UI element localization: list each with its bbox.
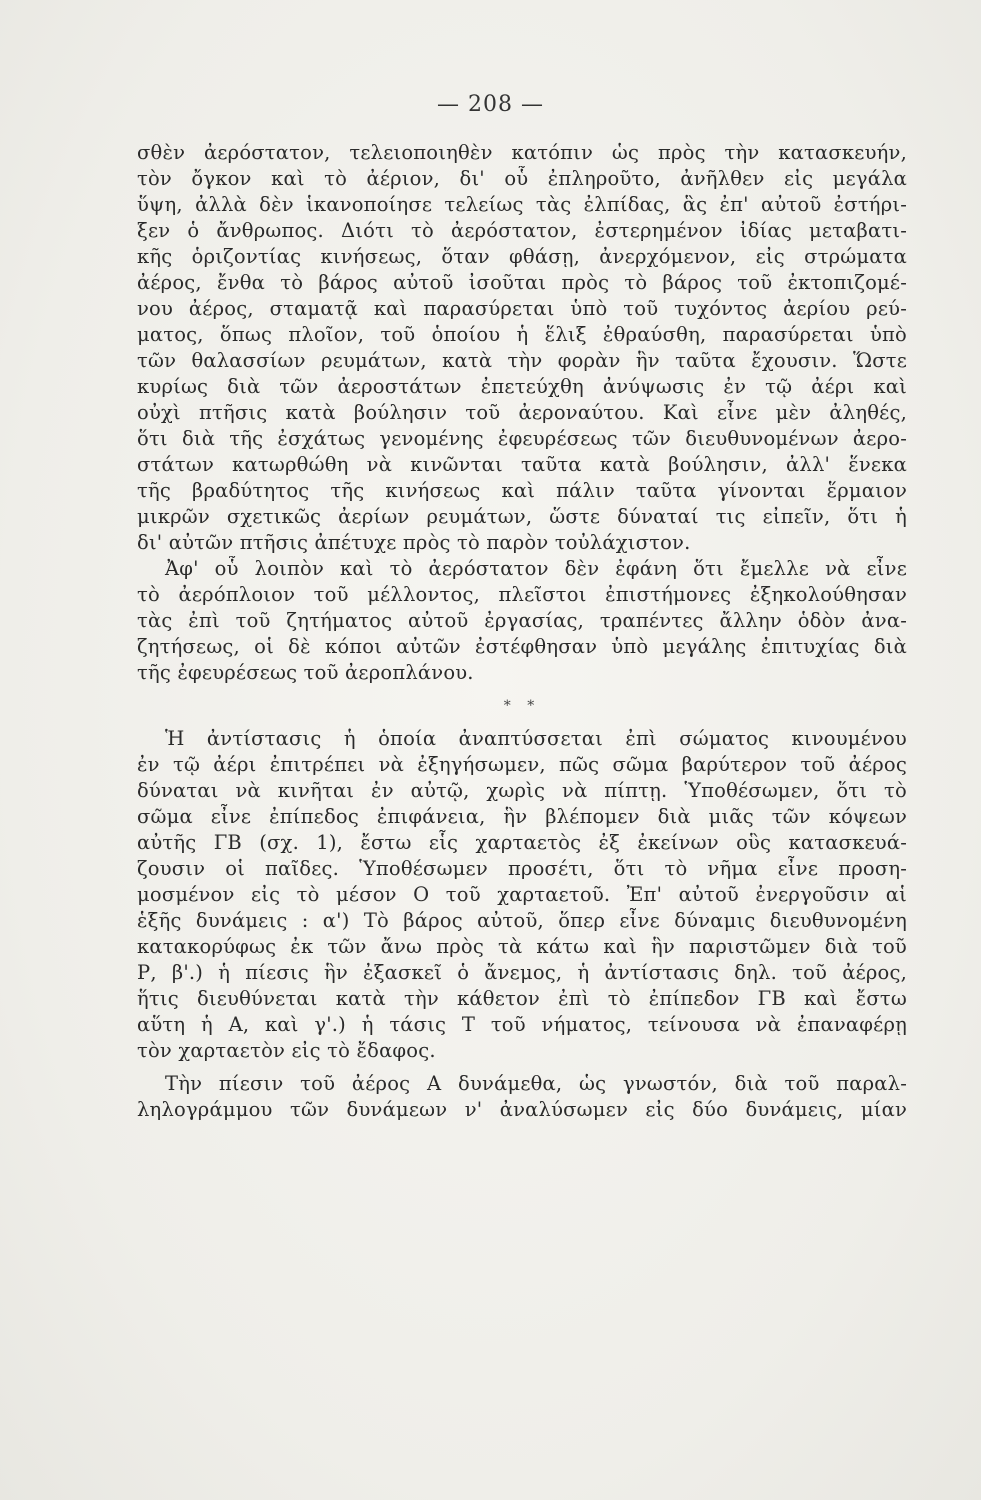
text-line: ζουσιν οἱ παῖδες. Ὑποθέσωμεν προσέτι, ὅτι τὸ νῆμα εἶνε προση-	[137, 857, 907, 880]
text-line: αὕτη ἡ Α, καὶ γ'.) ἡ τάσις Τ τοῦ νήματος, τείνουσα νὰ ἐπαναφέρῃ	[137, 1013, 907, 1036]
paragraph-4	[137, 1071, 907, 1123]
text-line: ὕψη, ἀλλὰ δὲν ἱκανοποίησε τελείως τὰς ἐλπίδας, ἃς ἐπ' αὐτοῦ ἐστήρι-	[137, 193, 907, 216]
text-line: τῆς βραδύτητος τῆς κινήσεως καὶ πάλιν ταῦτα γίνονται ἕρμαιον	[137, 479, 907, 502]
text-line: μικρῶν σχετικῶς ἀερίων ρευμάτων, ὥστε δύναταί τις εἰπεῖν, ὅτι ἡ	[137, 505, 907, 528]
text-line: οὐχὶ πτῆσις κατὰ βούλησιν τοῦ ἀεροναύτου. Καὶ εἶνε μὲν ἀληθές,	[137, 401, 907, 424]
text-line: κατακορύφως ἐκ τῶν ἄνω πρὸς τὰ κάτω καὶ ἣν παριστῶμεν διὰ τοῦ	[137, 935, 907, 958]
text-line: δι' αὐτῶν πτῆσις ἀπέτυχε πρὸς τὸ παρὸν τοὐλάχιστον.	[137, 531, 691, 554]
section-separator: * *	[503, 698, 541, 714]
text-line: μοσμένον εἰς τὸ μέσον Ο τοῦ χαρταετοῦ. Ἐπ' αὐτοῦ ἐνεργοῦσιν αἱ	[137, 883, 907, 906]
paragraph-2	[137, 556, 907, 686]
text-line: κυρίως διὰ τῶν ἀεροστάτων ἐπετεύχθη ἀνύψωσις ἐν τῷ ἀέρι καὶ	[137, 375, 907, 398]
body-text	[137, 140, 907, 1123]
text-line: ἐν τῷ ἀέρι ἐπιτρέπει νὰ ἐξηγήσωμεν, πῶς σῶμα βαρύτερον τοῦ ἀέρος	[137, 753, 907, 776]
text-line: ἥτις διευθύνεται κατὰ τὴν κάθετον ἐπὶ τὸ ἐπίπεδον ΓΒ καὶ ἔστω	[137, 987, 907, 1010]
paragraph-gap	[137, 1064, 907, 1071]
text-line: τῶν θαλασσίων ρευμάτων, κατὰ τὴν φορὰν ἣν ταῦτα ἔχουσιν. Ὥστε	[137, 349, 907, 372]
text-line: ἑξῆς δυνάμεις : α') Τὸ βάρος αὐτοῦ, ὅπερ εἶνε δύναμις διευθυνομένη	[137, 909, 907, 932]
text-line: Ἀφ' οὗ λοιπὸν καὶ τὸ ἀερόστατον δὲν ἐφάνη ὅτι ἔμελλε νὰ εἶνε	[165, 557, 907, 580]
text-line: κῆς ὁριζοντίας κινήσεως, ὅταν φθάσῃ, ἀνερχόμενον, εἰς στρώματα	[137, 245, 907, 268]
text-line: τῆς ἐφευρέσεως τοῦ ἀεροπλάνου.	[137, 661, 474, 684]
text-line: δύναται νὰ κινῆται ἐν αὐτῷ, χωρὶς νὰ πίπτῃ. Ὑποθέσωμεν, ὅτι τὸ	[137, 779, 907, 802]
text-line: τὸν χαρταετὸν εἰς τὸ ἔδαφος.	[137, 1039, 436, 1062]
text-line: σθὲν ἀερόστατον, τελειοποιηθὲν κατόπιν ὡς πρὸς τὴν κατασκευήν,	[137, 141, 907, 164]
text-line: ματος, ὅπως πλοῖον, τοῦ ὁποίου ἡ ἕλιξ ἐθραύσθη, παρασύρεται ὑπὸ	[137, 323, 907, 346]
text-line: νου ἀέρος, σταματᾷ καὶ παρασύρεται ὑπὸ τοῦ τυχόντος ἀερίου ρεύ-	[137, 297, 907, 320]
text-line: τὰς ἐπὶ τοῦ ζητήματος αὐτοῦ ἐργασίας, τραπέντες ἄλλην ὁδὸν ἀνα-	[137, 609, 907, 632]
text-line: αὐτῆς ΓΒ (σχ. 1), ἔστω εἷς χαρταετὸς ἐξ ἐκείνων οὓς κατασκευά-	[137, 831, 907, 854]
text-line: Ρ, β'.) ἡ πίεσις ἣν ἐξασκεῖ ὁ ἄνεμος, ἡ ἀντίστασις δηλ. τοῦ ἀέρος,	[137, 961, 907, 984]
paragraph-1	[137, 140, 907, 556]
text-line: τὸν ὄγκον καὶ τὸ ἀέριον, δι' οὗ ἐπληροῦτο, ἀνῆλθεν εἰς μεγάλα	[137, 167, 907, 190]
paragraph-3	[137, 726, 907, 1064]
text-line: Ἡ ἀντίστασις ἡ ὁποία ἀναπτύσσεται ἐπὶ σώματος κινουμένου	[165, 727, 907, 750]
text-line: σῶμα εἶνε ἐπίπεδος ἐπιφάνεια, ἣν βλέπομεν διὰ μιᾶς τῶν κόψεων	[137, 805, 907, 828]
text-line: Τὴν πίεσιν τοῦ ἀέρος Α δυνάμεθα, ὡς γνωστόν, διὰ τοῦ παραλ-	[165, 1072, 907, 1095]
text-line: στάτων κατωρθώθη νὰ κινῶνται ταῦτα κατὰ βούλησιν, ἀλλ' ἕνεκα	[137, 453, 907, 476]
text-line: ὅτι διὰ τῆς ἐσχάτως γενομένης ἐφευρέσεως τῶν διευθυνομένων ἀερο-	[137, 427, 907, 450]
text-line: τὸ ἀερόπλοιον τοῦ μέλλοντος, πλεῖστοι ἐπιστήμονες ἐξηκολούθησαν	[137, 583, 907, 606]
text-line: ζητήσεως, οἱ δὲ κόποι αὐτῶν ἐστέφθησαν ὑπὸ μεγάλης ἐπιτυχίας διὰ	[137, 635, 907, 658]
text-line: ληλογράμμου τῶν δυνάμεων ν' ἀναλύσωμεν εἰς δύο δυνάμεις, μίαν	[137, 1098, 907, 1121]
text-line: ἀέρος, ἔνθα τὸ βάρος αὐτοῦ ἰσοῦται πρὸς τὸ βάρος τοῦ ἐκτοπιζομέ-	[137, 271, 907, 294]
text-line: ξεν ὁ ἄνθρωπος. Διότι τὸ ἀερόστατον, ἐστερημένον ἰδίας μεταβατι-	[137, 219, 907, 242]
page-number: — 208 —	[437, 92, 544, 117]
